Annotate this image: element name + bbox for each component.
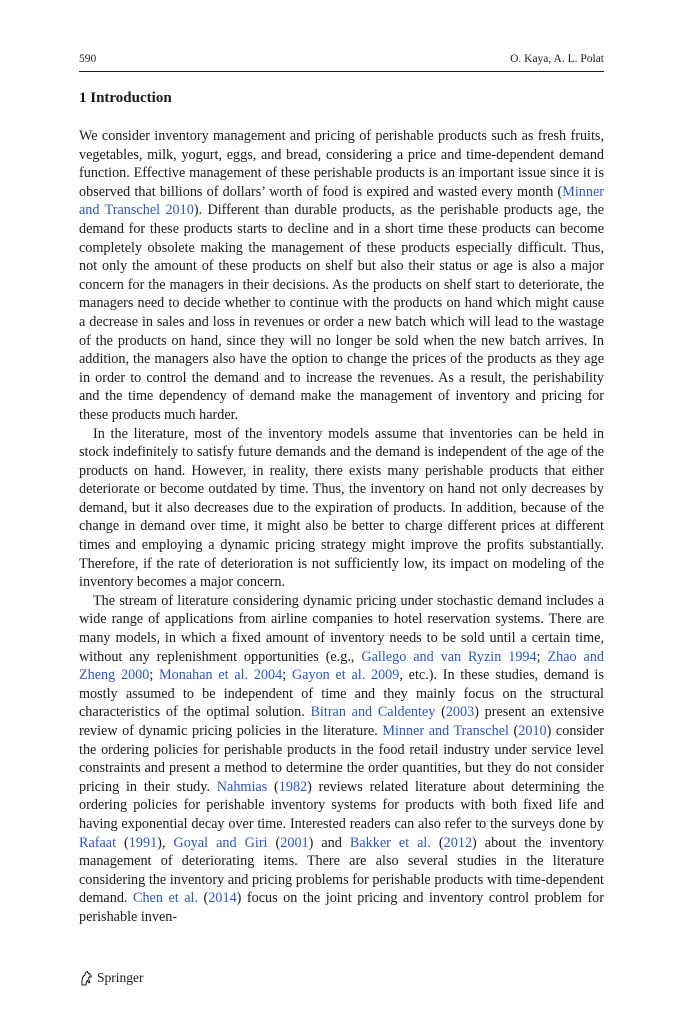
page-number: 590 <box>79 53 97 65</box>
body-text <box>79 127 604 927</box>
paragraph-text: ( <box>116 834 129 851</box>
header-rule <box>79 71 604 72</box>
paragraph-text: ) present an extensive review of dynamic pricing policies in the literature. <box>79 704 605 739</box>
paragraph-text: ( <box>267 778 279 795</box>
paragraph-text: We consider inventory management and pricing of perishable products such as fresh fruits, vegetables, milk, yogurt, eggs, and bread, considering a price and time-dependent demand function. Effective management of these perishable products is an important issue since it is observed that billions of dollars’ worth of food is expired and wasted every month ( <box>79 128 604 200</box>
paragraph-text: ) reviews related literature about determining the ordering policies for perishable inventory systems for products with both fixed life and having exponential decay over time. Interested readers can also refer to the surveys done by <box>79 778 604 832</box>
citation-link[interactable]: Monahan et al. 2004 <box>159 667 283 684</box>
citation-link[interactable]: 1982 <box>278 778 308 795</box>
paragraph-text: ( <box>508 723 519 739</box>
citation-link[interactable]: Nahmias <box>216 778 268 795</box>
citation-link[interactable]: 2010 <box>518 723 547 739</box>
paragraph-text: ). Different than durable products, as the perishable products age, the demand for these products starts to decline and in a short time these products can become completely obsolete making the management of these products especially difficult. Thus, not only the amount of these products on shelf but also their status or age is also a major concern for the managers in their decisions. As the products on shelf start to deteriorate, the managers need to decide whether to continue with the products on hand which might cause a decrease in sales and loss in revenues or order a new batch which will lead to the wastage of the products on hand, since they will no longer be sold when the new batch arrives. In addition, the managers also have the option to change the prices of the products as they age in order to control the demand and to increase the revenues. As a result, the perishability and the time dependency of demand make the management of inventory and pricing for these products much harder. <box>79 202 604 423</box>
citation-link[interactable]: Zhao and Zheng 2000 <box>79 648 605 684</box>
citation-link[interactable]: Minner and Transchel <box>382 723 509 739</box>
paragraph-text: , etc.). In these studies, demand is mostly assumed to be independent of time and they mainly focus on the structural characteristics of the optimal solution. <box>79 667 604 721</box>
citation-link[interactable]: 2014 <box>208 890 237 907</box>
citation-link[interactable]: Bakker et al. <box>349 834 431 851</box>
citation-link[interactable]: 2003 <box>445 704 475 721</box>
paragraph-text: ) consider the ordering policies for perishable products in the food retail industry under service level constraints and present a method to determine the order quantities, but they do not consider pricing in their study. <box>79 723 604 795</box>
paragraph-text: ( <box>430 834 444 851</box>
paragraph <box>79 127 604 425</box>
citation-link[interactable]: Gallego and van Ryzin 1994 <box>361 648 537 665</box>
springer-horse-icon <box>79 970 93 986</box>
citation-link[interactable]: Bitran and Caldentey <box>310 704 436 721</box>
citation-link[interactable]: 2001 <box>280 834 309 851</box>
paragraph-text: ) and <box>308 834 350 851</box>
citation-link[interactable]: 1991 <box>128 834 158 851</box>
publisher-name: Springer <box>97 970 144 985</box>
paragraph-text: ( <box>198 890 209 907</box>
paper-page <box>79 0 604 1036</box>
paragraph-text: ) focus on the joint pricing and inventory control problem for perishable inven- <box>79 890 604 925</box>
paragraph-text: The stream of literature considering dynamic pricing under stochastic demand includes a wide range of applications from airline companies to hotel reservation systems. There are many models, in which a fixed amount of inventory needs to be sold until a certain time, without any replenishment opportunities (e.g., <box>79 592 604 665</box>
paragraph-text: ), <box>157 834 174 851</box>
running-head <box>79 52 604 66</box>
footer <box>79 970 144 986</box>
paragraph-text: ; <box>149 667 160 684</box>
citation-link[interactable]: Gayon et al. 2009 <box>291 667 400 684</box>
running-head-authors: O. Kaya, A. L. Polat <box>510 53 604 65</box>
section-title: 1 Introduction <box>79 90 172 106</box>
citation-link[interactable]: 2012 <box>443 834 473 851</box>
paragraph-text: ) about the inventory management of deteriorating items. There are also several studies in the literature considering the inventory and pricing problems for perishable products with time-dependent demand. <box>79 834 605 907</box>
paragraph-text: ; <box>282 667 292 684</box>
paragraph <box>79 592 604 927</box>
citation-link[interactable]: Goyal and Giri <box>173 834 268 851</box>
paragraph-text: ( <box>435 704 446 721</box>
citation-link[interactable]: Rafaat <box>79 834 117 851</box>
citation-link[interactable]: Minner and Transchel 2010 <box>79 183 604 219</box>
paragraph <box>79 425 604 592</box>
paragraph-text: ( <box>267 834 281 851</box>
citation-link[interactable]: Chen et al. <box>133 890 199 907</box>
paragraph-text: ; <box>536 648 548 665</box>
paragraph-text: In the literature, most of the inventory models assume that inventories can be held in stock indefinitely to satisfy future demands and the demand is independent of the age of the products on hand. However, in reality, there exists many perishable products that either deteriorate or become outdated by time. Thus, the inventory on hand not only decreases by demand, but it also decreases due to the expiration of products. In addition, because of the change in demand over time, it might also be better to charge different prices at different times and employing a dynamic pricing strategy might improve the profits substantially. Therefore, if the rate of deterioration is not sufficiently low, its impact on modeling of the inventory becomes a major concern. <box>79 425 604 591</box>
